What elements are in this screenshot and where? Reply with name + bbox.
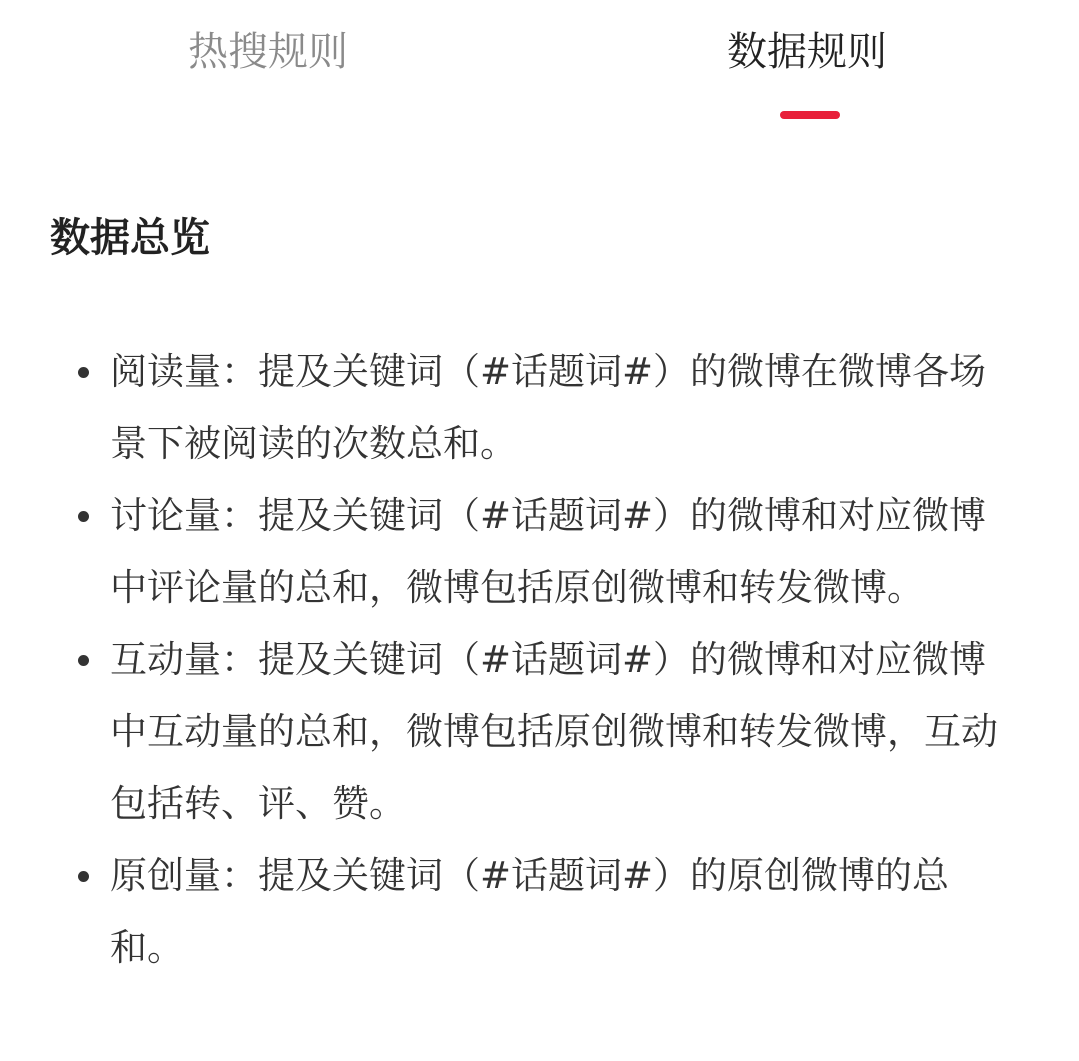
bullet-icon [78,511,89,522]
list-item [0,480,1010,624]
bullet-icon [78,655,89,666]
list-item-text: 原创量：提及关键词（#话题词#）的原创微博的总和。 [110,854,950,969]
list-item-text: 互动量：提及关键词（#话题词#）的微博和对应微博中互动量的总和，微博包括原创微博和转发微博，互动包括转、评、赞。 [110,638,998,825]
list-item-text: 阅读量：提及关键词（#话题词#）的微博在微博各场景下被阅读的次数总和。 [110,350,987,465]
bullet-icon [78,871,89,882]
rules-list [0,336,1010,984]
section-title: 数据总览 [50,215,210,261]
list-item [0,624,1010,840]
tab-data-rules[interactable]: 数据规则 [727,29,887,75]
active-tab-indicator [780,111,840,119]
list-item-text: 讨论量：提及关键词（#话题词#）的微博和对应微博中评论量的总和，微博包括原创微博和转发微博。 [110,494,987,609]
list-item [0,840,1010,984]
list-item [0,336,1010,480]
tab-hot-search-rules[interactable]: 热搜规则 [188,29,348,75]
bullet-icon [78,367,89,378]
